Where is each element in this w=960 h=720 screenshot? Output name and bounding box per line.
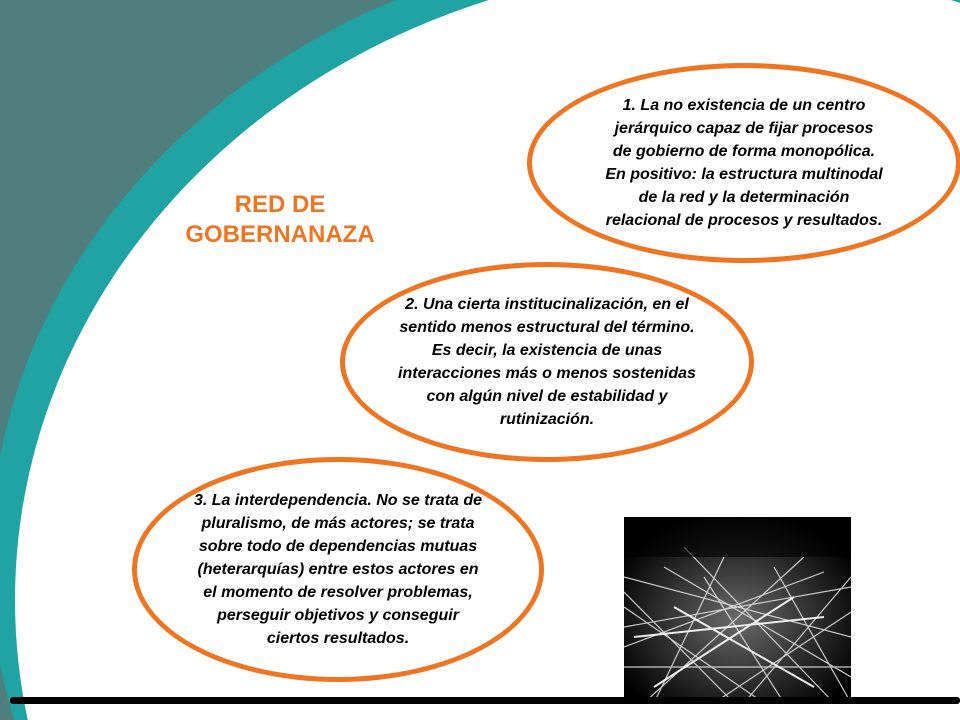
bottom-rule (10, 697, 960, 704)
slide-title: RED DE GOBERNANAZA (185, 191, 375, 248)
network-light-icon (624, 517, 851, 703)
point-2-oval (340, 262, 754, 462)
point-2-text: 2. Una cierta institucinalización, en el sentido menos estructural del término. Es decir, la existencia de unas interacciones más o menos sostenidas con algún nivel de estabilidad y rutinización. (398, 296, 696, 428)
point-3-oval (132, 457, 544, 682)
point-1-oval (527, 63, 960, 263)
point-1-text: 1. La no existencia de un centro jerárquico capaz de fijar procesos de gobierno de forma monopólica. En positivo: la estructura multinodal de la red y la determinación relacional de procesos y resultados. (605, 97, 883, 229)
point-3-text: 3. La interdependencia. No se trata de pluralismo, de más actores; se trata sobre todo de dependencias mutuas (heterarquías) entre estos actores en el momento de resolver problemas, perseguir objetivos y conseguir ciertos resultados. (193, 492, 483, 647)
